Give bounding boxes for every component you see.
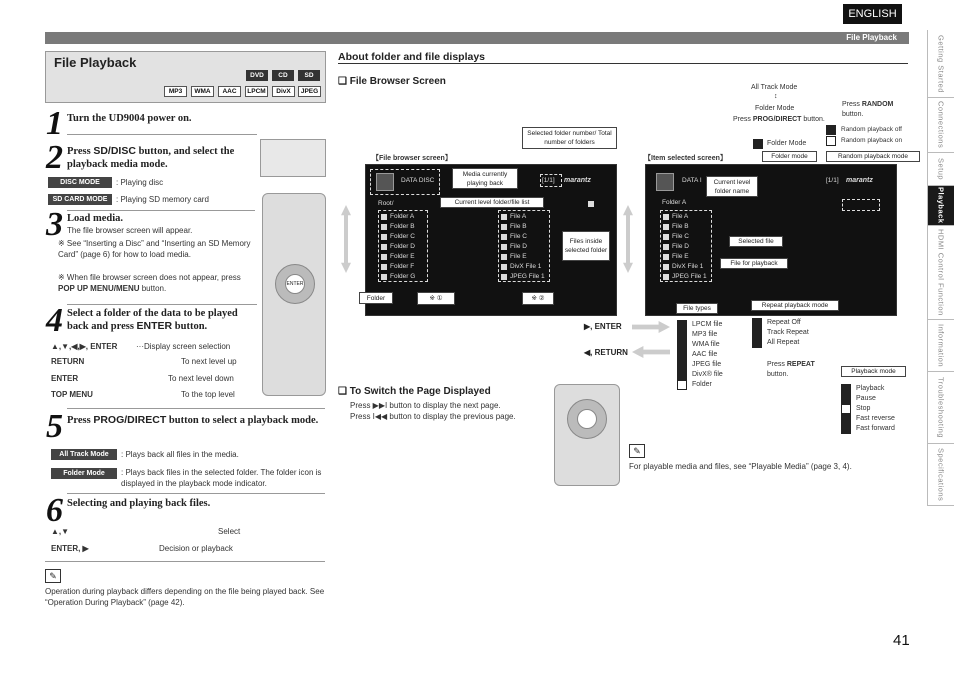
play-icon [841, 384, 851, 394]
enter-desc: To next level down [168, 374, 234, 383]
lpcm-icon [677, 320, 687, 330]
format-pill: DivX [272, 86, 295, 97]
folder-mode-desc: : Plays back files in the selected folder. The folder icon is displayed in the playback mode indicator. [121, 468, 322, 488]
divx-icon [677, 370, 687, 380]
press-random-text: Press RANDOM button. [842, 101, 894, 118]
all-repeat-icon [752, 338, 762, 348]
random-on-row: Random playback on [826, 136, 902, 146]
sd-mode-label: SD CARD MODE [48, 194, 112, 205]
all-track-label: All Track Mode [51, 449, 117, 460]
random-on-icon [826, 136, 836, 146]
switch-line1: Press ▶▶I button to display the next page. [350, 401, 501, 410]
screen2-label: 【Item selected screen】 [644, 155, 727, 162]
random-off-row: Random playback off [826, 125, 902, 135]
step-5-heading: Press PROG/DIRECT button to select a playback mode. [67, 414, 319, 426]
top-menu-key: TOP MENU [51, 390, 93, 399]
file-browser-screen: DATA DISC [1/1] marantz Root/ Folder A Folder B Folder C Folder D Folder E Folder F Folder G File A File B File C File D File E DivX File 1 JPEG File 1 [365, 164, 617, 316]
tab-specifications[interactable]: Specifications [927, 444, 954, 506]
step-6-number: 6 [46, 492, 63, 529]
callout-files-inside: Files inside selected folder [562, 231, 610, 261]
page-number: 41 [893, 632, 910, 649]
right-note: For playable media and files, see “Playable Media” (page 3, 4). [629, 462, 852, 471]
wma-icon [677, 340, 687, 350]
format-pill: AAC [218, 86, 241, 97]
fast-forward-icon [841, 424, 851, 434]
switch-line2: Press I◀◀ button to display the previous page. [350, 412, 516, 421]
media-pill: SD [298, 70, 320, 81]
folder-mode-text: Folder Mode [755, 105, 795, 112]
callout-current-folder-name: Current level folder name [706, 176, 758, 197]
sd-mode-desc: : Playing SD memory card [116, 195, 209, 204]
left-note: Operation during playback differs depending on the file being played back. See “Operation During Playback” (page 42). [45, 587, 325, 607]
step-6-key2: ENTER, ▶ [51, 544, 89, 553]
tab-hdmi-control[interactable]: HDMI Control Function [927, 226, 954, 320]
item-selected-screen: DATA I [1/1] marantz Folder A File A File B File C File D File E DivX File 1 JPEG File 1 [645, 164, 897, 316]
page-indicator: [1/1] [542, 177, 555, 184]
step-2-heading: Press SD/DISC button, and select the playback media mode. [67, 145, 235, 170]
step-3-heading: Load media. [67, 213, 124, 224]
folder-mode-label: Folder Mode [51, 468, 117, 479]
stop-icon [841, 404, 851, 414]
step-4-number: 4 [46, 302, 63, 339]
callout-selected-folder: Selected folder number/ Total number of folders [522, 127, 617, 149]
top-menu-desc: To the top level [181, 390, 235, 399]
remote-illustration: ENTER [262, 193, 326, 396]
format-pill: LPCM [245, 86, 268, 97]
return-desc: To next level up [181, 357, 237, 366]
tab-getting-started[interactable]: Getting Started [927, 30, 954, 98]
brand-logo: marantz [564, 177, 591, 184]
language-badge: ENGLISH [843, 4, 902, 24]
jpeg-icon [677, 360, 687, 370]
track-repeat-icon [752, 328, 762, 338]
press-repeat-text: Press REPEAT button. [767, 361, 815, 378]
fast-reverse-icon [841, 414, 851, 424]
file-browser-heading: ❑ File Browser Screen [338, 76, 446, 87]
step-5-number: 5 [46, 408, 63, 445]
callout-current-list: Current level folder/file list [440, 197, 544, 208]
aac-icon [677, 350, 687, 360]
folder-icon [753, 139, 763, 149]
up-down-arrow-icon [340, 205, 352, 273]
left-arrow-icon [632, 346, 670, 358]
step-3-note1: ※ See “Inserting a Disc” and “Inserting an SD Memory Card” (page 6) for how to load media. [58, 239, 251, 259]
player-illustration [260, 139, 326, 177]
folder-icon [677, 380, 687, 390]
right-arrow-icon [632, 321, 670, 333]
step-6-desc1: Select [218, 527, 241, 536]
step-4-keys-desc: ···Display screen selection [136, 342, 231, 351]
return-arrow-label: ◀, RETURN [584, 348, 628, 357]
callout-note2: ※ ② [522, 292, 554, 305]
section-title-box [45, 51, 326, 103]
screen1-label: 【File browser screen】 [372, 155, 452, 162]
callout-folder-mode: Folder mode [762, 151, 817, 162]
media-pill: CD [272, 70, 294, 81]
step-4-heading: Select a folder of the data to be played back and press ENTER button. [67, 308, 238, 332]
enter-key: ENTER [51, 374, 79, 383]
root-label: Root/ [378, 200, 394, 207]
callout-selected-file: Selected file [729, 236, 783, 247]
step-1-number: 1 [46, 105, 63, 142]
step-6-desc2: Decision or playback [159, 544, 233, 553]
file-types-list: LPCM file MP3 file WMA file AAC file JPEG file DivX® file Folder [677, 320, 723, 390]
disc-mode-label: DISC MODE [48, 177, 112, 188]
callout-folder: Folder [359, 292, 393, 304]
media-pill: DVD [246, 70, 268, 81]
return-key: RETURN [51, 357, 85, 366]
step-3-line: The file browser screen will appear. [67, 226, 193, 235]
tab-troubleshooting[interactable]: Troubleshooting [927, 372, 954, 444]
format-pill: WMA [191, 86, 214, 97]
pencil-icon: ✎ [45, 569, 61, 583]
callout-media: Media currently playing back [452, 168, 518, 189]
step-3-number: 3 [46, 206, 63, 243]
section-title: File Playback [54, 55, 137, 70]
data-short-label: DATA I [682, 177, 702, 184]
repeat-off-icon [752, 318, 762, 328]
arrow-updown-icon: ↕ [774, 93, 778, 100]
enter-arrow-label: ▶, ENTER [584, 322, 622, 331]
remote-illustration-2 [554, 384, 620, 486]
playback-list: Playback Pause Stop Fast reverse Fast forward [841, 384, 895, 434]
callout-repeat-mode: Repeat playback mode [751, 300, 839, 311]
step-6-key1: ▲,▼ [51, 527, 70, 536]
format-pill: MP3 [164, 86, 187, 97]
pause-icon [841, 394, 851, 404]
format-pill: JPEG [298, 86, 321, 97]
disc-mode-desc: : Playing disc [116, 178, 164, 187]
folder-mode-row: Folder Mode [753, 139, 806, 149]
tab-connections[interactable]: Connections [927, 98, 954, 153]
all-track-mode-text: All Track Mode [751, 84, 798, 91]
about-heading: About folder and file displays [338, 51, 486, 63]
tab-setup[interactable]: Setup [927, 153, 954, 186]
random-off-icon [826, 125, 836, 135]
step-2-number: 2 [46, 139, 63, 176]
mp3-icon [677, 330, 687, 340]
step-6-heading: Selecting and playing back files. [67, 498, 211, 509]
callout-file-types: File types [676, 303, 718, 314]
section-bar: File Playback [45, 32, 909, 44]
switch-page-heading: ❑ To Switch the Page Displayed [338, 386, 491, 397]
press-prog-text: Press PROG/DIRECT button. [733, 116, 825, 123]
callout-file-for-playback: File for playback [720, 258, 788, 269]
up-down-arrow-icon [622, 205, 634, 273]
tab-playback[interactable]: Playback [927, 186, 954, 226]
tab-information[interactable]: Information [927, 320, 954, 372]
repeat-list: Repeat Off Track Repeat All Repeat [752, 318, 809, 348]
callout-playback-mode: Playback mode [841, 366, 906, 377]
callout-note1: ※ ① [417, 292, 455, 305]
pencil-icon: ✎ [629, 444, 645, 458]
data-disc-label: DATA DISC [401, 177, 435, 184]
all-track-desc: : Plays back all files in the media. [121, 450, 239, 459]
callout-random-mode: Random playback mode [826, 151, 920, 162]
step-3-note2: ※ When file browser screen does not appear, press POP UP MENU/MENU button. [58, 273, 241, 293]
step-4-keys: ▲,▼,◀,▶, ENTER [51, 342, 118, 351]
step-1-heading: Turn the UD9004 power on. [67, 113, 192, 124]
